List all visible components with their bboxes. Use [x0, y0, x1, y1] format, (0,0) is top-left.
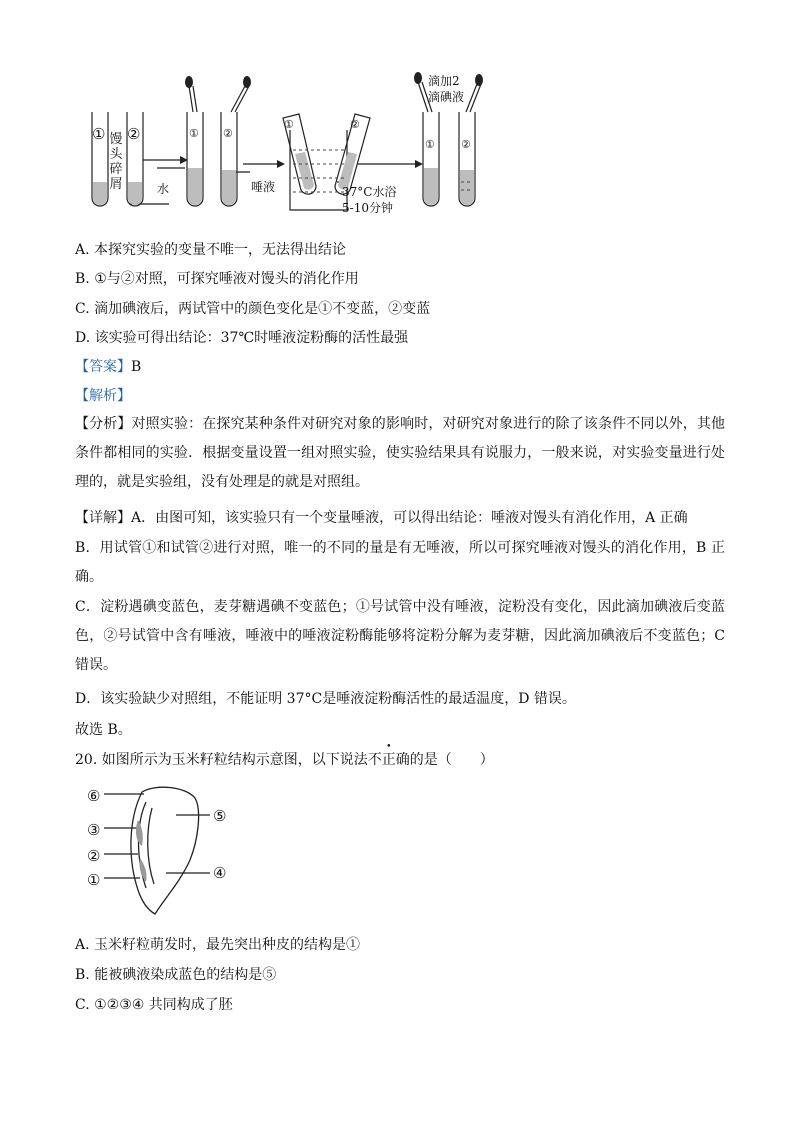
corn-kernel-diagram: [80, 780, 250, 920]
analysis-tag: 【解析】: [75, 388, 131, 404]
q20-option-c: C. ①②③④ 共同构成了胚: [75, 997, 233, 1013]
q20-prefix: 20. 如图所示为玉米籽粒结构示意图，以下说法: [75, 752, 368, 768]
bath-temp-label: 37°C水浴: [342, 185, 397, 199]
answer-value: B: [131, 359, 142, 375]
kernel-label-5: ⑤: [213, 807, 227, 825]
drip-label-line1: 滴加2: [428, 74, 460, 88]
analysis-heading: [75, 386, 131, 406]
detail-b: B．用试管①和试管②进行对照，唯一的不同的量是有无唾液，所以可探究唾液对馒头的消化作用，B 正确。: [75, 540, 725, 585]
kernel-label-4: ④: [213, 864, 227, 882]
q20-option-b: B. 能被碘液染成蓝色的结构是⑤: [75, 967, 277, 983]
answer-line: [75, 357, 141, 377]
tube-small-mark: ②: [461, 138, 471, 151]
detail-c: C．淀粉遇碘变蓝色，麦芽糖遇碘不变蓝色；①号试管中没有唾液，淀粉没有变化，因此滴加碘液后变蓝色，②号试管中含有唾液，唾液中的唾液淀粉酶能够将淀粉分解为麦芽糖，因此滴加碘液后不变蓝色；C 错误。: [75, 599, 725, 673]
kernel-label-2: ②: [87, 847, 101, 865]
detail-tag: 【详解】: [75, 510, 131, 526]
detail-a: [75, 504, 725, 533]
tube-1-mark: ①: [92, 125, 106, 143]
analysis-text: 对照实验：在探究某种条件对研究对象的影响时，对研究对象进行的除了该条件不同以外，其他条件都相同的实验．根据变量设置一组对照实验，使实验结果具有说服力，一般来说，对实验变量进行处理的，就是实验组，没有处理是的就是对照组。: [75, 416, 726, 490]
detail-conclusion: 故选 B。: [75, 722, 132, 738]
drip-label-line2: 滴碘液: [428, 90, 465, 104]
experiment-figure: [85, 72, 495, 222]
analysis-paragraph: [75, 410, 725, 497]
saliva-label: 唾液: [251, 180, 276, 194]
kernel-label-3: ③: [87, 821, 101, 839]
q20-stem: [75, 750, 494, 770]
q19-option-c: C. 滴加碘液后，两试管中的颜色变化是①不变蓝，②变蓝: [75, 301, 431, 317]
answer-tag: 【答案】: [75, 359, 131, 375]
q19-option-a: A. 本探究实验的变量不唯一，无法得出结论: [75, 242, 347, 258]
kernel-label-6: ⑥: [87, 787, 101, 805]
corn-kernel-figure: [80, 780, 250, 920]
tube-2-mark: ②: [127, 125, 141, 143]
mantou-crumbs-label: 馒头碎屑: [109, 132, 123, 192]
tube-small-mark: ①: [189, 127, 199, 140]
tube-small-mark: ①: [425, 138, 435, 151]
detail-d: D．该实验缺少对照组，不能证明 37°C是唾液淀粉酶活性的最适温度，D 错误。: [75, 691, 576, 707]
q19-option-d: D. 该实验可得出结论：37℃时唾液淀粉酶的活性最强: [75, 330, 409, 346]
water-label: 水: [157, 182, 170, 196]
tube-small-mark: ②: [350, 118, 360, 131]
tube-small-mark: ①: [284, 118, 294, 131]
analysis-sub-tag: 【分析】: [75, 416, 132, 432]
bath-time-label: 5-10分钟: [342, 201, 393, 215]
q20-suffix: 的是（ ）: [409, 752, 494, 768]
q19-option-b: B. ①与②对照，可探究唾液对馒头的消化作用: [75, 271, 359, 287]
tube-small-mark: ②: [223, 127, 233, 140]
kernel-label-1: ①: [87, 871, 101, 889]
q20-option-a: A. 玉米籽粒萌发时，最先突出种皮的结构是①: [75, 937, 361, 953]
q20-emphasis: 不正确: [367, 752, 410, 768]
detail-a-text: A．由图可知，该实验只有一个变量唾液，可以得出结论：唾液对馒头有消化作用，A 正确: [131, 510, 688, 526]
